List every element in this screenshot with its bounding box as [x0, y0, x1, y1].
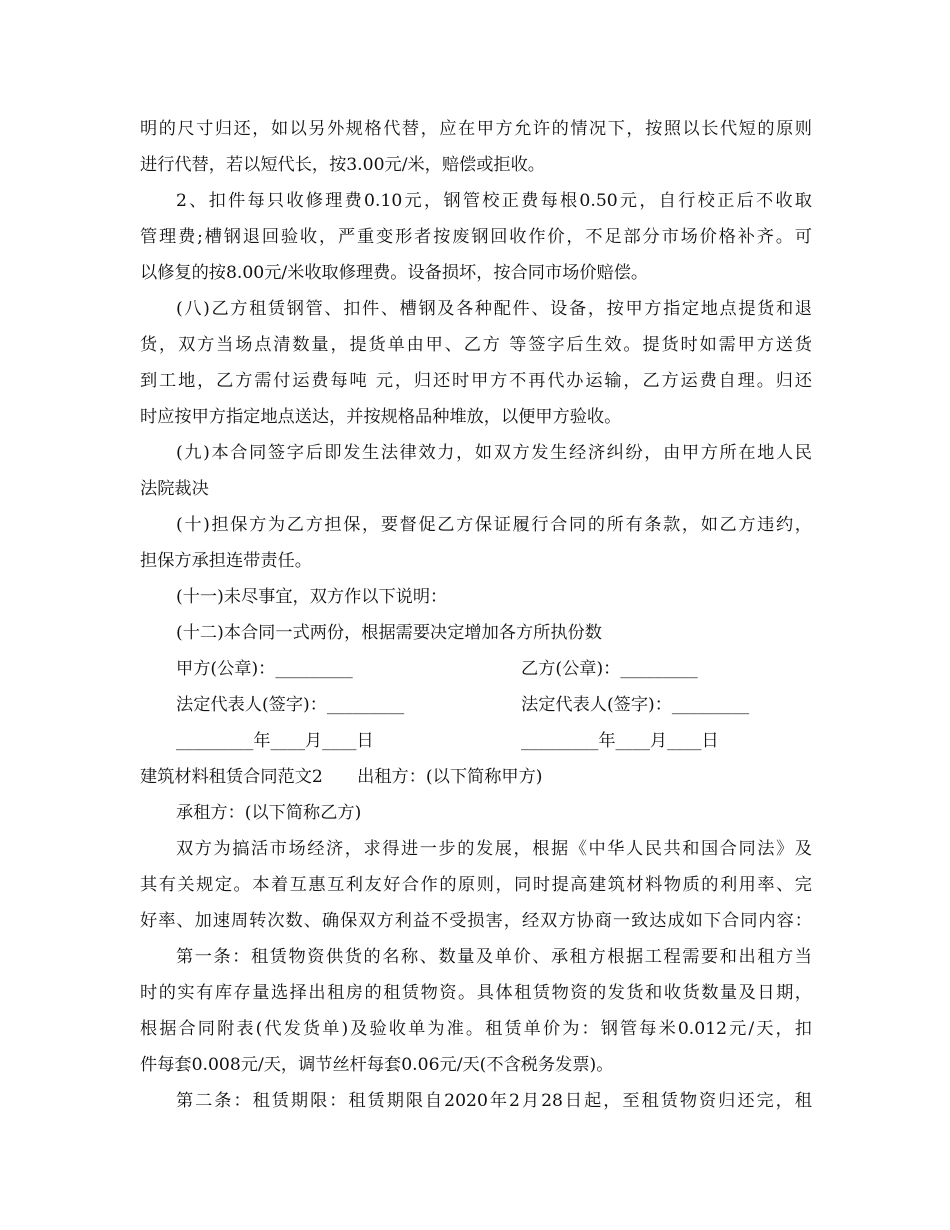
signature-blank: _________ [275, 659, 353, 679]
date-blank: ____ [615, 731, 650, 751]
date-blank: _________ [521, 731, 599, 751]
paragraph-line: (九)本合同签字后即发生法律效力，如双方发生经济纠纷，由甲方所在地人民 [176, 443, 812, 463]
paragraph-line: 根据合同附表(代发货单)及验收单为准。租赁单价为：钢管每米0.012元/天，扣 [140, 1019, 812, 1039]
year-label: 年 [253, 731, 271, 751]
paragraph-line: 管理费;槽钢退回验收，严重变形者按废钢回收作价，不足部分市场价格补齐。可 [140, 227, 812, 247]
paragraph-line: 承租方：(以下简称乙方) [176, 803, 362, 823]
date-blank: ____ [270, 731, 305, 751]
day-label: 日 [701, 731, 719, 751]
party-b-label: 乙方(公章)： [521, 659, 621, 679]
signature-blank: _________ [620, 659, 698, 679]
party-a-label: 甲方(公章)： [176, 659, 276, 679]
party-a-seal-line [176, 659, 353, 679]
party-b-date-line [521, 731, 719, 751]
paragraph-line: (八)乙方租赁钢管、扣件、槽钢及各种配件、设备，按甲方指定地点提货和退 [176, 299, 812, 319]
paragraph-line: 以修复的按8.00元/米收取修理费。设备损坏，按合同市场价赔偿。 [140, 263, 649, 283]
date-blank: _________ [176, 731, 254, 751]
paragraph-line: (十一)未尽事宜，双方作以下说明： [176, 587, 448, 607]
paragraph-line: 好率、加速周转次数、确保双方利益不受损害，经双方协商一致达成如下合同内容： [140, 911, 812, 931]
party-a-rep-line [176, 695, 404, 715]
month-label: 月 [304, 731, 323, 751]
paragraph-line: 其有关规定。本着互惠互利友好合作的原则，同时提高建筑材料物质的利用率、完 [140, 875, 812, 895]
paragraph-line: 明的尺寸归还，如以另外规格代替，应在甲方允许的情况下，按照以长代短的原则 [140, 119, 812, 139]
signature-blank: _________ [671, 695, 750, 715]
paragraph-line: 第一条：租赁物资供货的名称、数量及单价、承租方根据工程需要和出租方当 [176, 947, 812, 967]
paragraph-line: 双方为搞活市场经济，求得进一步的发展，根据《中华人民共和国合同法》及 [176, 839, 812, 859]
paragraph-line: 货，双方当场点清数量，提货单由甲、乙方 等签字后生效。提货时如需甲方送货 [140, 335, 812, 355]
paragraph-line: 件每套0.008元/天，调节丝杆每套0.06元/天(不含税务发票)。 [140, 1055, 614, 1075]
party-b-rep-line [521, 695, 749, 715]
signature-blank: _________ [326, 695, 405, 715]
party-b-seal-line [521, 659, 698, 679]
paragraph-line: 到工地，乙方需付运费每吨 元，归还时甲方不再代办运输，乙方运费自理。归还 [140, 371, 812, 391]
month-label: 月 [649, 731, 668, 751]
year-label: 年 [598, 731, 616, 751]
section-heading: 建筑材料租赁合同范文2 出租方：(以下简称甲方) [140, 767, 543, 787]
paragraph-line: 法院裁决 [140, 479, 209, 499]
party-a-date-line [176, 731, 374, 751]
paragraph-line: 2、扣件每只收修理费0.10元，钢管校正费每根0.50元，自行校正后不收取 [176, 191, 812, 211]
paragraph-line: (十二)本合同一式两份，根据需要决定增加各方所执份数 [176, 623, 602, 643]
paragraph-line: 时的实有库存量选择出租房的租赁物资。具体租赁物资的发货和收货数量及日期， [140, 983, 812, 1003]
date-blank: ____ [667, 731, 702, 751]
paragraph-line: 第二条：租赁期限：租赁期限自2020年2月28日起，至租赁物资归还完，租 [176, 1091, 812, 1111]
day-label: 日 [356, 731, 374, 751]
paragraph-line: 时应按甲方指定地点送达，并按规格品种堆放，以便甲方验收。 [140, 407, 622, 427]
date-blank: ____ [322, 731, 357, 751]
party-a-rep-label: 法定代表人(签字)： [176, 695, 327, 715]
party-b-rep-label: 法定代表人(签字)： [521, 695, 672, 715]
paragraph-line: 进行代替，若以短代长，按3.00元/米，赔偿或拒收。 [140, 155, 545, 175]
paragraph-line: (十)担保方为乙方担保，要督促乙方保证履行合同的所有条款，如乙方违约， [176, 515, 812, 535]
paragraph-line: 担保方承担连带责任。 [140, 551, 312, 571]
